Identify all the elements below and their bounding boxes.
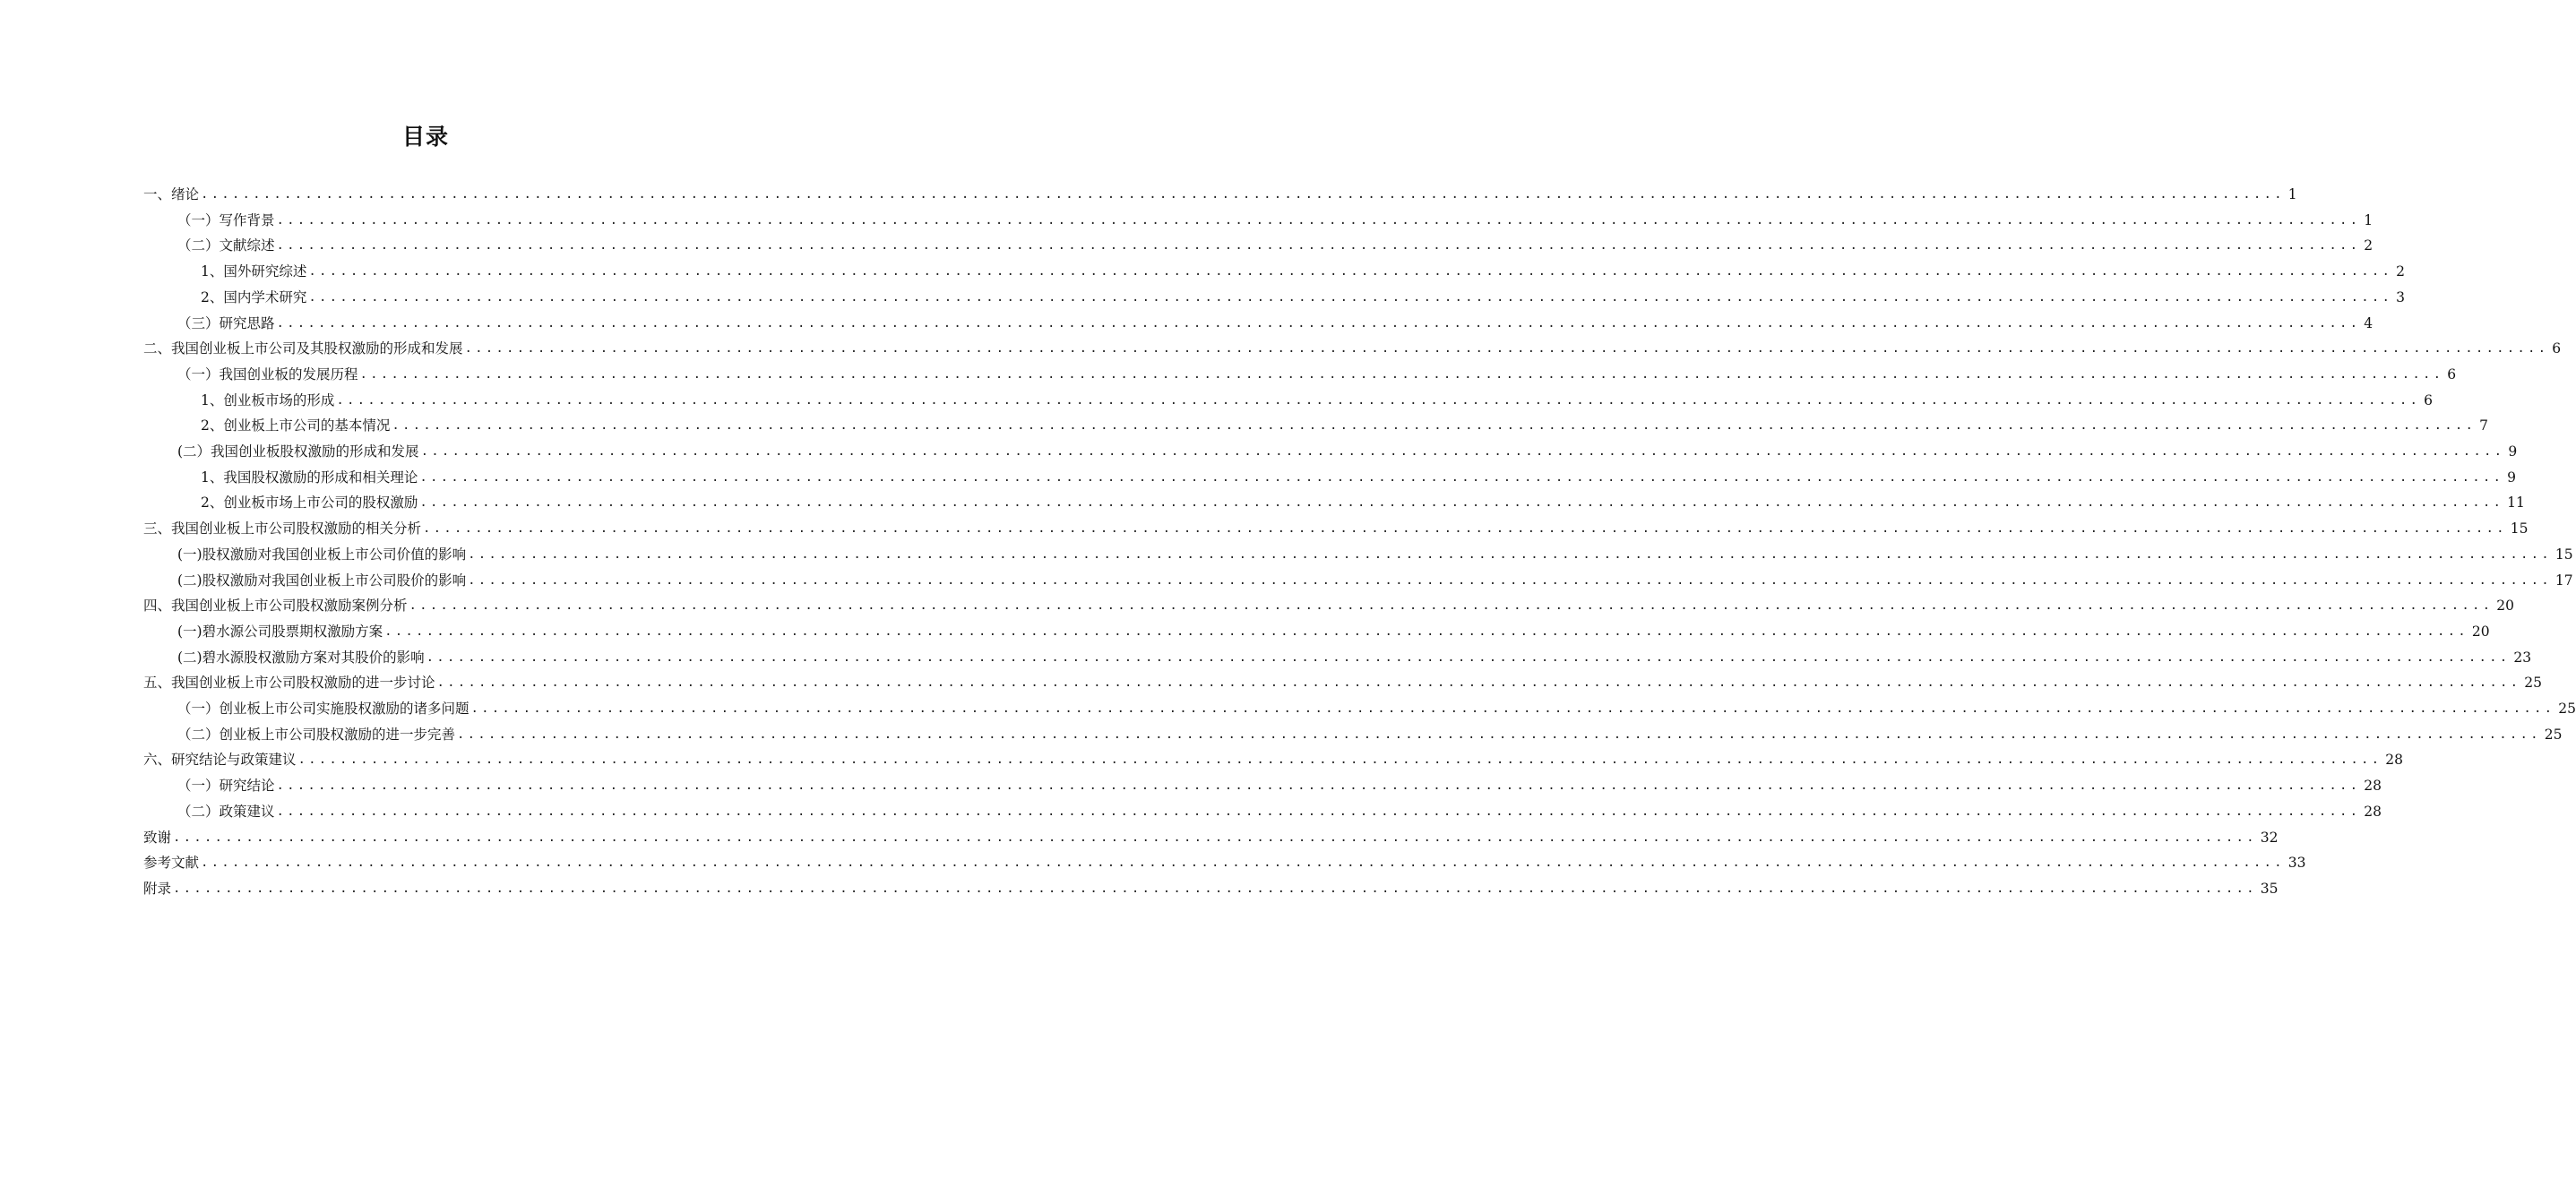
toc-page-number: 3 [2396,289,2405,305]
toc-dot-leader: ........................................................................................................................................................................................................ [276,213,2361,228]
toc-page-number: 1 [2364,212,2374,228]
toc-dot-leader: ........................................................................................................................................................................................................ [392,418,2477,433]
toc-page-number: 2 [2396,263,2405,280]
toc-dot-leader: ........................................................................................................................................................................................................ [308,264,2393,279]
toc-entry-title: 四、我国创业板上市公司股权激励案例分析 [143,598,408,614]
toc-dot-leader: ........................................................................................................................................................................................................ [276,804,2361,819]
toc-entry[interactable] [177,357,2457,383]
toc-page-number: 7 [2479,417,2488,434]
toc-entry-title: （一）写作背景 [177,212,275,228]
toc-page-number: 9 [2508,443,2518,460]
toc-entry-title: 1、我国股权激励的形成和相关理论 [201,469,418,486]
toc-dot-leader: ........................................................................................................................................................................................................ [423,521,2507,536]
toc-dot-leader: ........................................................................................................................................................................................................ [457,727,2541,742]
toc-entry[interactable] [143,872,2279,898]
toc-page-number: 25 [2544,727,2563,743]
toc-title: 目录 [401,124,449,150]
toc-entry-title: 五、我国创业板上市公司股权激励的进一步讨论 [143,675,435,691]
toc-entry-title: （二）政策建议 [177,804,275,820]
toc-dot-leader: ........................................................................................................................................................................................................ [201,856,2285,870]
toc-entry-title: 参考文献 [143,855,200,871]
toc-dot-leader: ........................................................................................................................................................................................................ [468,547,2552,562]
toc-entry[interactable] [177,795,2382,821]
toc-entry[interactable] [177,563,2573,589]
toc-entry-title: 1、国外研究综述 [201,263,307,280]
toc-entry[interactable] [201,383,2433,409]
toc-page-number: 4 [2364,315,2374,331]
toc-entry[interactable] [143,512,2529,538]
toc-entry-title: （二）文献综述 [177,237,275,254]
toc-entry[interactable] [143,846,2306,872]
toc-dot-leader: ........................................................................................................................................................................................................ [436,675,2521,690]
toc-entry-title: (二)股权激励对我国创业板上市公司股价的影响 [177,572,467,589]
toc-entry-title: （三）研究思路 [177,315,275,331]
toc-dot-leader: ........................................................................................................................................................................................................ [276,238,2361,253]
toc-entry-title: 2、创业板上市公司的基本情况 [201,417,391,434]
toc-dot-leader: ........................................................................................................................................................................................................ [468,573,2552,588]
toc-dot-leader: ........................................................................................................................................................................................................ [297,752,2382,767]
toc-page-number: 20 [2496,598,2514,614]
toc-page-number: 6 [2447,366,2457,383]
toc-entry[interactable] [201,408,2488,434]
toc-entry[interactable] [177,203,2374,229]
toc-page-number: 1 [2287,186,2297,202]
toc-entry[interactable] [201,254,2405,280]
toc-page-number: 28 [2364,804,2382,820]
toc-page-number: 15 [2510,520,2529,537]
toc-page-number: 6 [2552,340,2562,357]
toc-page-number: 33 [2287,855,2306,871]
toc-dot-leader: ........................................................................................................................................................................................................ [409,598,2494,613]
toc-dot-leader: ........................................................................................................................................................................................................ [201,187,2285,202]
toc-entry-title: （一）研究结论 [177,778,275,794]
toc-entry-title: (二）我国创业板股权激励的形成和发展 [177,443,419,460]
toc-entry[interactable] [177,228,2374,254]
toc-entry[interactable] [177,434,2518,460]
toc-dot-leader: ........................................................................................................................................................................................................ [173,830,2257,845]
toc-entry[interactable] [177,615,2490,641]
toc-entry-title: 1、创业板市场的形成 [201,392,335,408]
toc-entry[interactable] [143,666,2542,692]
toc-dot-leader: ........................................................................................................................................................................................................ [419,495,2504,510]
toc-page-number: 9 [2507,469,2516,486]
toc-page-number: 25 [2524,675,2542,691]
toc-entry-title: (一)股权激励对我国创业板上市公司价值的影响 [177,546,467,563]
toc-dot-leader: ........................................................................................................................................................................................................ [336,393,2421,408]
toc-dot-leader: ........................................................................................................................................................................................................ [464,341,2549,356]
toc-entry[interactable] [177,718,2563,744]
toc-dot-leader: ........................................................................................................................................................................................................ [308,290,2393,305]
toc-entry[interactable] [177,306,2374,332]
toc-page-number: 28 [2385,752,2403,768]
toc-page-number: 35 [2260,881,2279,897]
toc-entry-title: 2、创业板市场上市公司的股权激励 [201,494,418,511]
toc-entry[interactable] [201,460,2516,486]
toc-dot-leader: ........................................................................................................................................................................................................ [173,882,2257,896]
toc-entry-title: （二）创业板上市公司股权激励的进一步完善 [177,727,456,743]
toc-entry-title: 附录 [143,881,172,897]
toc-page-number: 23 [2513,649,2532,666]
toc-dot-leader: ........................................................................................................................................................................................................ [420,444,2505,459]
toc-entry-title: (二)碧水源股权激励方案对其股价的影响 [177,649,425,666]
toc-dot-leader: ........................................................................................................................................................................................................ [419,470,2504,485]
toc-entry-title: （一）创业板上市公司实施股权激励的诸多问题 [177,701,470,717]
toc-entry-title: 一、绪论 [143,186,200,202]
toc-page-number: 2 [2364,237,2374,254]
toc-dot-leader: ........................................................................................................................................................................................................ [359,367,2444,382]
toc-entry[interactable] [201,486,2525,512]
toc-entry[interactable] [143,177,2297,203]
toc-page-number: 32 [2260,830,2279,846]
toc-entry-title: 六、研究结论与政策建议 [143,752,297,768]
toc-entry[interactable] [143,821,2279,847]
toc-dot-leader: ........................................................................................................................................................................................................ [276,778,2361,793]
toc-page-number: 6 [2424,392,2433,408]
toc-entry-title: 致谢 [143,830,172,846]
toc-dot-leader: ........................................................................................................................................................................................................ [276,316,2361,331]
toc-entry[interactable] [177,641,2532,666]
toc-entry-title: 2、国内学术研究 [201,289,307,305]
toc-entry[interactable] [177,769,2382,795]
toc-entry[interactable] [143,589,2514,615]
toc-page-number: 20 [2471,624,2490,640]
toc-dot-leader: ........................................................................................................................................................................................................ [384,624,2468,639]
toc-entry[interactable] [201,280,2405,306]
toc-entry-title: 二、我国创业板上市公司及其股权激励的形成和发展 [143,340,463,357]
toc-entry-title: 三、我国创业板上市公司股权激励的相关分析 [143,520,422,537]
toc-page-number: 28 [2364,778,2382,794]
toc-entry[interactable] [177,538,2573,563]
toc-entry[interactable] [143,743,2403,769]
toc-dot-leader: ........................................................................................................................................................................................................ [426,650,2511,665]
toc-page-number: 25 [2558,701,2576,717]
toc-page-number: 15 [2554,546,2573,563]
toc-entry[interactable] [177,692,2576,718]
toc-entry[interactable] [143,331,2562,357]
toc-dot-leader: ........................................................................................................................................................................................................ [470,701,2555,716]
toc-page-number: 11 [2507,494,2525,511]
toc-entry-title: （一）我国创业板的发展历程 [177,366,358,383]
toc-entry-title: (一)碧水源公司股票期权激励方案 [177,624,383,640]
toc-page-number: 17 [2554,572,2573,589]
